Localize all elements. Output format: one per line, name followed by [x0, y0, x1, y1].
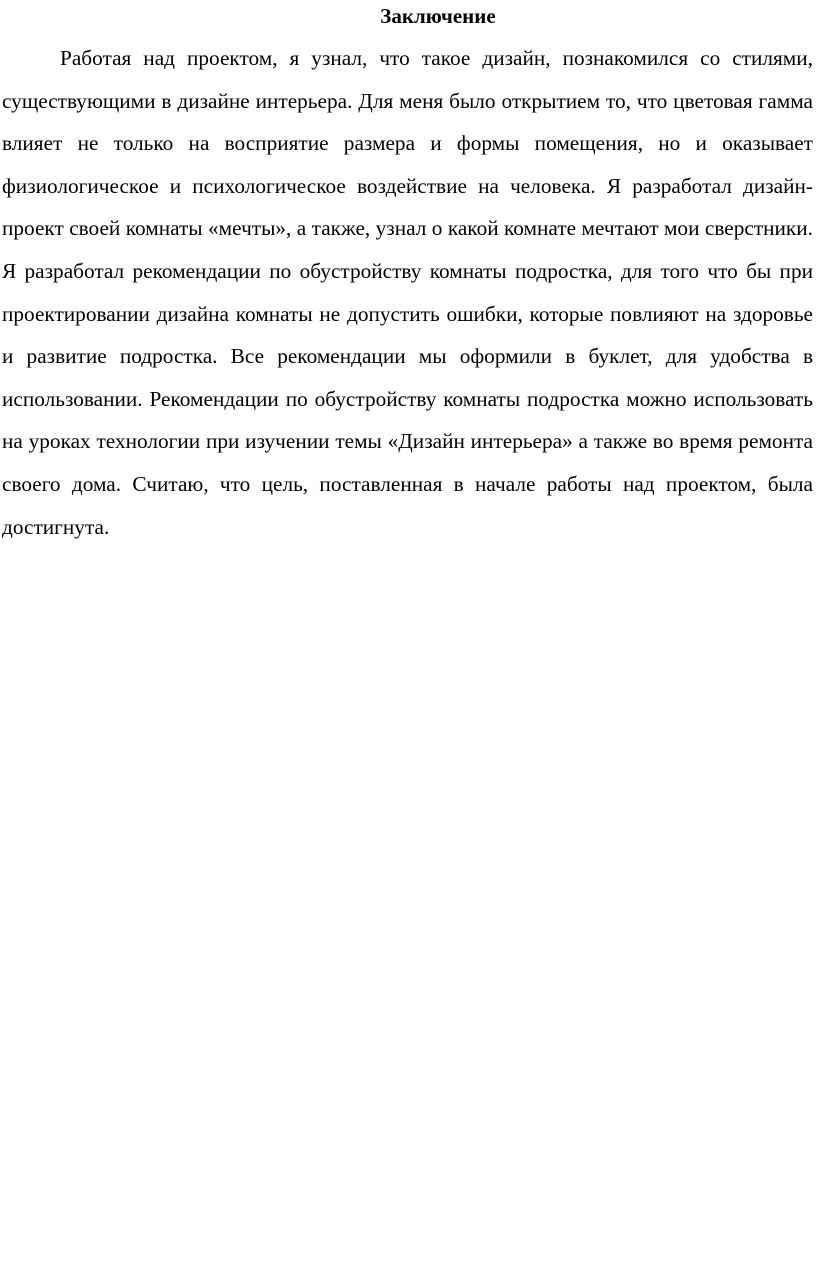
- page-title: Заключение: [380, 4, 496, 28]
- conclusion-paragraph: Работая над проектом, я узнал, что такое дизайн, познакомился со стилями, существующими в дизайне интерьера. Для меня было открытием то, что цветовая гамма влияет не только на восприятие размера и формы помещения, но и оказывает физиологическое и психологическое воздействие на человека. Я разработал дизайн-проект своей комнаты «мечты», а также, узнал о какой комнате мечтают мои сверстники. Я разработал рекомендации по обустройству комнаты подростка, для того что бы при проектировании дизайна комнаты не допустить ошибки, которые повлияют на здоровье и развитие подростка. Все рекомендации мы оформили в буклет, для удобства в использовании. Рекомендации по обустройству комнаты подростка можно использовать на уроках технологии при изучении темы «Дизайн интерьера» а также во время ремонта своего дома. Считаю, что цель, поставленная в начале работы над проектом, была достигнута.: [2, 46, 813, 539]
